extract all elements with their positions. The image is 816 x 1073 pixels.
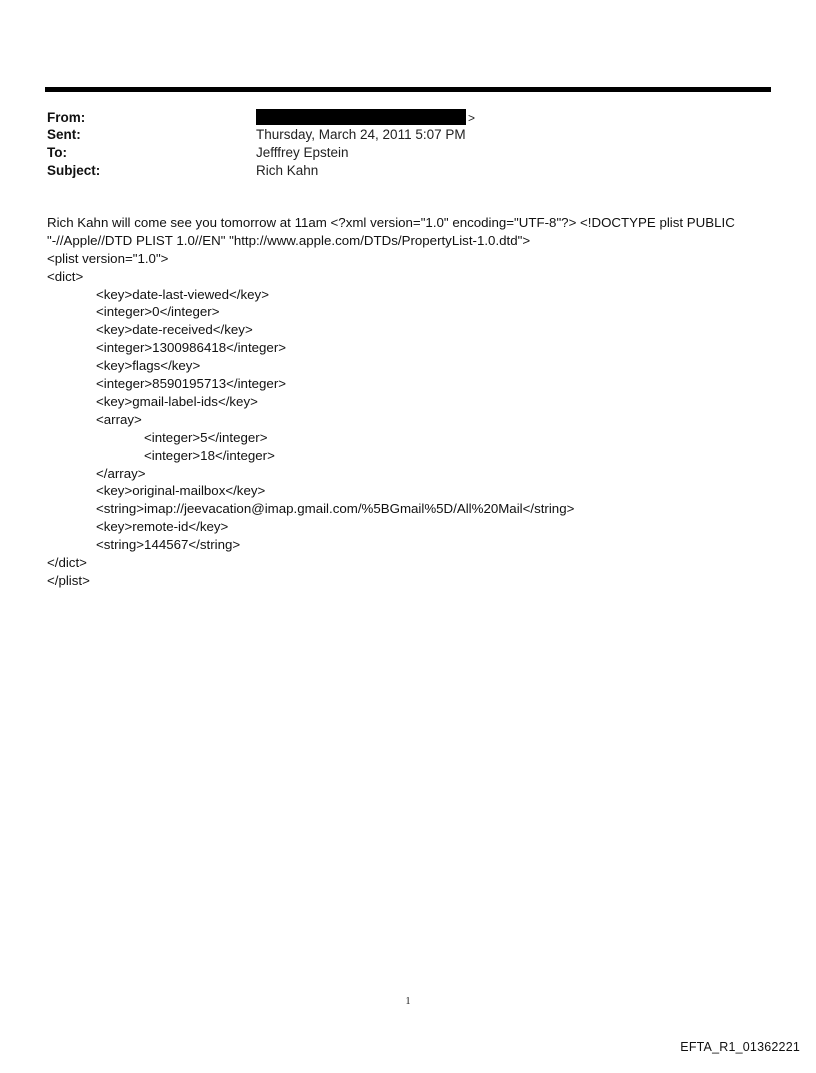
- plist-line: <key>flags</key>: [96, 358, 201, 374]
- page-number: 1: [405, 996, 411, 1007]
- plist-open: <plist version="1.0">: [47, 250, 169, 266]
- plist-line: <array>: [96, 411, 142, 427]
- plist-line: <integer>5</integer>: [144, 429, 268, 445]
- to-label: To:: [47, 145, 67, 160]
- plist-line: <integer>18</integer>: [144, 447, 275, 463]
- plist-line: <key>date-last-viewed</key>: [96, 286, 269, 302]
- from-label: From:: [47, 110, 86, 125]
- header-rule: [45, 87, 771, 92]
- plist-line: <string>144567</string>: [96, 537, 241, 553]
- plist-line: <key>original-mailbox</key>: [96, 483, 266, 499]
- sent-value: Thursday, March 24, 2011 5:07 PM: [256, 127, 466, 142]
- plist-line: <string>imap://jeevacation@imap.gmail.com/%5BGmail%5D/All%20Mail</string>: [96, 501, 575, 517]
- redaction-block: [256, 109, 466, 125]
- plist-close: </plist>: [47, 572, 90, 588]
- plist-line: <integer>8590195713</integer>: [96, 376, 287, 392]
- plist-line: </array>: [96, 465, 146, 481]
- from-value-tail: >: [468, 111, 476, 125]
- dict-open: <dict>: [47, 268, 84, 284]
- subject-label: Subject:: [47, 163, 101, 178]
- to-value: Jefffrey Epstein: [256, 145, 349, 160]
- plist-line: <integer>0</integer>: [96, 304, 220, 320]
- plist-line: <key>remote-id</key>: [96, 519, 229, 535]
- subject-value: Rich Kahn: [256, 163, 319, 178]
- plist-line: <key>gmail-label-ids</key>: [96, 393, 258, 409]
- from-value: [256, 109, 475, 127]
- sent-label: Sent:: [47, 127, 81, 142]
- plist-line: <integer>1300986418</integer>: [96, 340, 287, 356]
- email-body: [47, 214, 767, 590]
- body-intro: Rich Kahn will come see you tomorrow at 11am <?xml version="1.0" encoding="UTF-8"?> <!DOCTYPE plist PUBLIC "-//Apple//DTD PLIST 1.0//EN" "http://www.apple.com/DTDs/PropertyList-1.0.dtd">: [47, 215, 735, 248]
- plist-line: <key>date-received</key>: [96, 322, 253, 338]
- dict-close: </dict>: [47, 554, 87, 570]
- bates-number: EFTA_R1_01362221: [680, 1040, 800, 1054]
